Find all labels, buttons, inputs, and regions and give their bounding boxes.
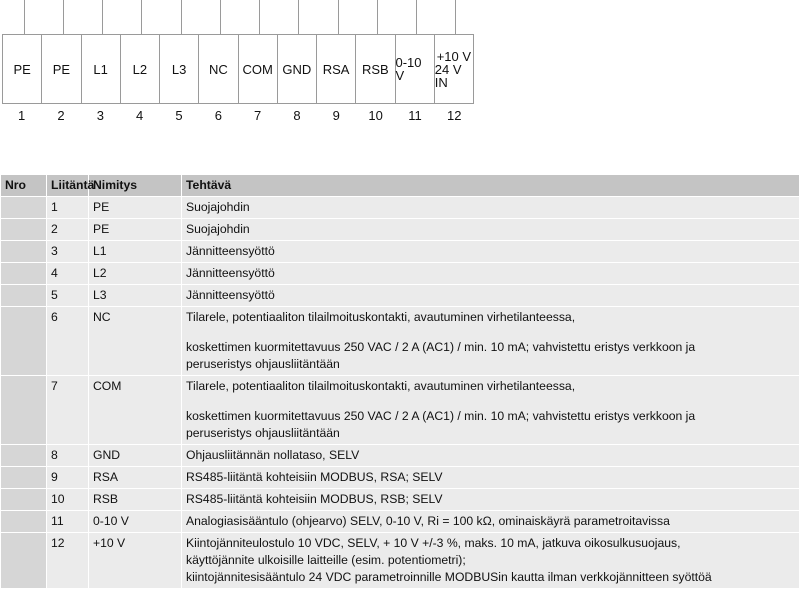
terminal-cell bbox=[199, 35, 238, 103]
terminal-cell bbox=[317, 35, 356, 103]
cell-nimitys: RSB bbox=[89, 489, 182, 511]
cell-nimitys: L1 bbox=[89, 241, 182, 263]
cell-nro bbox=[1, 285, 47, 307]
terminal-cell bbox=[239, 35, 278, 103]
tehtava-line: RS485-liitäntä kohteisiin MODBUS, RSB; SELV bbox=[186, 492, 443, 506]
terminal-spec-table bbox=[0, 174, 800, 589]
tehtava-line: Analogiasisääntulo (ohjearvo) SELV, 0-10 V, Ri = 100 kΩ, ominaiskäyrä parametroitavissa bbox=[186, 514, 670, 528]
tehtava-line: peruseristys ohjausliitäntään bbox=[186, 357, 340, 371]
cell-liitanta: 5 bbox=[47, 285, 89, 307]
terminal-pin bbox=[259, 0, 260, 35]
cell-liitanta: 9 bbox=[47, 467, 89, 489]
cell-tehtava bbox=[182, 376, 800, 445]
terminal-pin bbox=[141, 0, 142, 35]
line-spacer bbox=[186, 326, 795, 339]
cell-tehtava bbox=[182, 445, 800, 467]
table-header-row bbox=[1, 175, 800, 197]
cell-nimitys: L2 bbox=[89, 263, 182, 285]
table-row bbox=[1, 511, 800, 533]
table-row bbox=[1, 445, 800, 467]
terminal-cell bbox=[121, 35, 160, 103]
terminal-label: PE bbox=[52, 61, 71, 77]
table-row bbox=[1, 376, 800, 445]
cell-nro bbox=[1, 489, 47, 511]
cell-liitanta: 10 bbox=[47, 489, 89, 511]
cell-nimitys: PE bbox=[89, 219, 182, 241]
cell-nro bbox=[1, 197, 47, 219]
table-row bbox=[1, 467, 800, 489]
table-row bbox=[1, 285, 800, 307]
cell-liitanta: 1 bbox=[47, 197, 89, 219]
terminal-number: 3 bbox=[96, 108, 104, 123]
cell-liitanta: 4 bbox=[47, 263, 89, 285]
cell-nro bbox=[1, 445, 47, 467]
tehtava-line: kiintojännitesisääntulo 24 VDC parametroinnille MODBUSin kautta ilman verkkojännitteen syöttöä bbox=[186, 570, 712, 584]
line-spacer bbox=[186, 395, 795, 408]
cell-nimitys: GND bbox=[89, 445, 182, 467]
terminal-number: 12 bbox=[447, 108, 462, 123]
tehtava-line: käyttöjännite ulkoisille laitteille (esim. potentiometri); bbox=[186, 553, 466, 567]
cell-tehtava bbox=[182, 489, 800, 511]
cell-nimitys: NC bbox=[89, 307, 182, 376]
terminal-pin bbox=[181, 0, 182, 35]
terminal-number: 4 bbox=[136, 108, 144, 123]
terminal-label: 0-10 V bbox=[395, 55, 422, 83]
cell-tehtava bbox=[182, 285, 800, 307]
terminal-pin bbox=[455, 0, 456, 35]
table-row bbox=[1, 241, 800, 263]
terminal-number: 8 bbox=[293, 108, 301, 123]
tehtava-line: Tilarele, potentiaaliton tilailmoituskontakti, avautuminen virhetilanteessa, bbox=[186, 379, 576, 393]
table-row bbox=[1, 219, 800, 241]
tehtava-line: Suojajohdin bbox=[186, 222, 250, 236]
cell-liitanta: 6 bbox=[47, 307, 89, 376]
cell-tehtava bbox=[182, 197, 800, 219]
tehtava-line: Kiintojänniteulostulo 10 VDC, SELV, + 10 V +/-3 %, maks. 10 mA, jatkuva oikosulkusuojaus, bbox=[186, 536, 681, 550]
table-row bbox=[1, 263, 800, 285]
cell-tehtava bbox=[182, 511, 800, 533]
terminal-cell bbox=[160, 35, 199, 103]
cell-nimitys: +10 V bbox=[89, 533, 182, 589]
cell-liitanta: 11 bbox=[47, 511, 89, 533]
terminal-cell bbox=[435, 35, 473, 103]
cell-nro bbox=[1, 376, 47, 445]
cell-tehtava bbox=[182, 307, 800, 376]
cell-nimitys: 0-10 V bbox=[89, 511, 182, 533]
terminal-number: 7 bbox=[254, 108, 262, 123]
terminal-number: 1 bbox=[18, 108, 26, 123]
terminal-block-diagram bbox=[2, 0, 474, 104]
terminal-cell bbox=[42, 35, 81, 103]
terminal-cell bbox=[396, 35, 435, 103]
terminal-label-secondary: 24 V IN bbox=[434, 61, 462, 90]
cell-nro bbox=[1, 241, 47, 263]
terminal-label: NC bbox=[208, 61, 228, 77]
terminal-label: GND bbox=[282, 61, 312, 77]
terminal-pin bbox=[338, 0, 339, 35]
terminal-cell bbox=[278, 35, 317, 103]
header-nro: Nro bbox=[1, 175, 47, 197]
terminal-pin bbox=[377, 0, 378, 35]
cell-tehtava bbox=[182, 241, 800, 263]
table-row bbox=[1, 489, 800, 511]
cell-tehtava bbox=[182, 219, 800, 241]
terminal-label: RSA bbox=[322, 61, 350, 77]
terminal-pin bbox=[24, 0, 25, 35]
terminal-pin bbox=[63, 0, 64, 35]
tehtava-line: koskettimen kuormitettavuus 250 VAC / 2 A (AC1) / min. 10 mA; vahvistettu eristys verkkoon ja bbox=[186, 340, 696, 354]
cell-tehtava bbox=[182, 263, 800, 285]
terminal-number: 9 bbox=[332, 108, 340, 123]
terminal-pin bbox=[102, 0, 103, 35]
table-row bbox=[1, 307, 800, 376]
cell-nimitys: COM bbox=[89, 376, 182, 445]
cell-tehtava bbox=[182, 533, 800, 589]
cell-liitanta: 7 bbox=[47, 376, 89, 445]
tehtava-line: Jännitteensyöttö bbox=[186, 244, 275, 258]
terminal-number: 6 bbox=[214, 108, 222, 123]
terminal-number: 5 bbox=[175, 108, 183, 123]
cell-nro bbox=[1, 263, 47, 285]
cell-nimitys: PE bbox=[89, 197, 182, 219]
terminal-cell bbox=[3, 35, 42, 103]
terminal-label: L3 bbox=[171, 61, 187, 77]
terminal-label: L2 bbox=[132, 61, 148, 77]
cell-nro bbox=[1, 511, 47, 533]
terminal-label: RSB bbox=[362, 61, 389, 77]
terminal-pin bbox=[220, 0, 221, 35]
terminal-number: 11 bbox=[408, 108, 422, 123]
terminal-label: +10 V bbox=[436, 48, 472, 64]
cell-nro bbox=[1, 307, 47, 376]
terminal-label: PE bbox=[13, 61, 31, 77]
header-tehtava: Tehtävä bbox=[182, 175, 800, 197]
header-nimitys: Nimitys bbox=[89, 175, 182, 197]
tehtava-line: Jännitteensyöttö bbox=[186, 266, 275, 280]
terminal-pin bbox=[298, 0, 299, 35]
cell-liitanta: 8 bbox=[47, 445, 89, 467]
tehtava-line: Tilarele, potentiaaliton tilailmoituskontakti, avautuminen virhetilanteessa, bbox=[186, 310, 576, 324]
tehtava-line: koskettimen kuormitettavuus 250 VAC / 2 A (AC1) / min. 10 mA; vahvistettu eristys verkkoon ja bbox=[186, 409, 696, 423]
tehtava-line: RS485-liitäntä kohteisiin MODBUS, RSA; SELV bbox=[186, 470, 443, 484]
table-row bbox=[1, 533, 800, 589]
table-row bbox=[1, 197, 800, 219]
terminal-number-row bbox=[2, 108, 474, 123]
terminal-pin bbox=[416, 0, 417, 35]
cell-nimitys: RSA bbox=[89, 467, 182, 489]
cell-liitanta: 3 bbox=[47, 241, 89, 263]
terminal-number: 10 bbox=[368, 108, 383, 123]
terminal-label: COM bbox=[242, 61, 273, 77]
terminal-number: 2 bbox=[57, 108, 65, 123]
cell-nro bbox=[1, 533, 47, 589]
cell-nro bbox=[1, 219, 47, 241]
terminal-label-row bbox=[2, 34, 474, 104]
terminal-cell bbox=[82, 35, 121, 103]
cell-nimitys: L3 bbox=[89, 285, 182, 307]
header-liitanta: Liitäntä bbox=[47, 175, 89, 197]
cell-nro bbox=[1, 467, 47, 489]
tehtava-line: peruseristys ohjausliitäntään bbox=[186, 426, 340, 440]
terminal-cell bbox=[356, 35, 395, 103]
cell-liitanta: 2 bbox=[47, 219, 89, 241]
tehtava-line: Ohjausliitännän nollataso, SELV bbox=[186, 448, 360, 462]
cell-liitanta: 12 bbox=[47, 533, 89, 589]
tehtava-line: Suojajohdin bbox=[186, 200, 250, 214]
terminal-label: L1 bbox=[93, 61, 108, 77]
cell-tehtava bbox=[182, 467, 800, 489]
tehtava-line: Jännitteensyöttö bbox=[186, 288, 275, 302]
